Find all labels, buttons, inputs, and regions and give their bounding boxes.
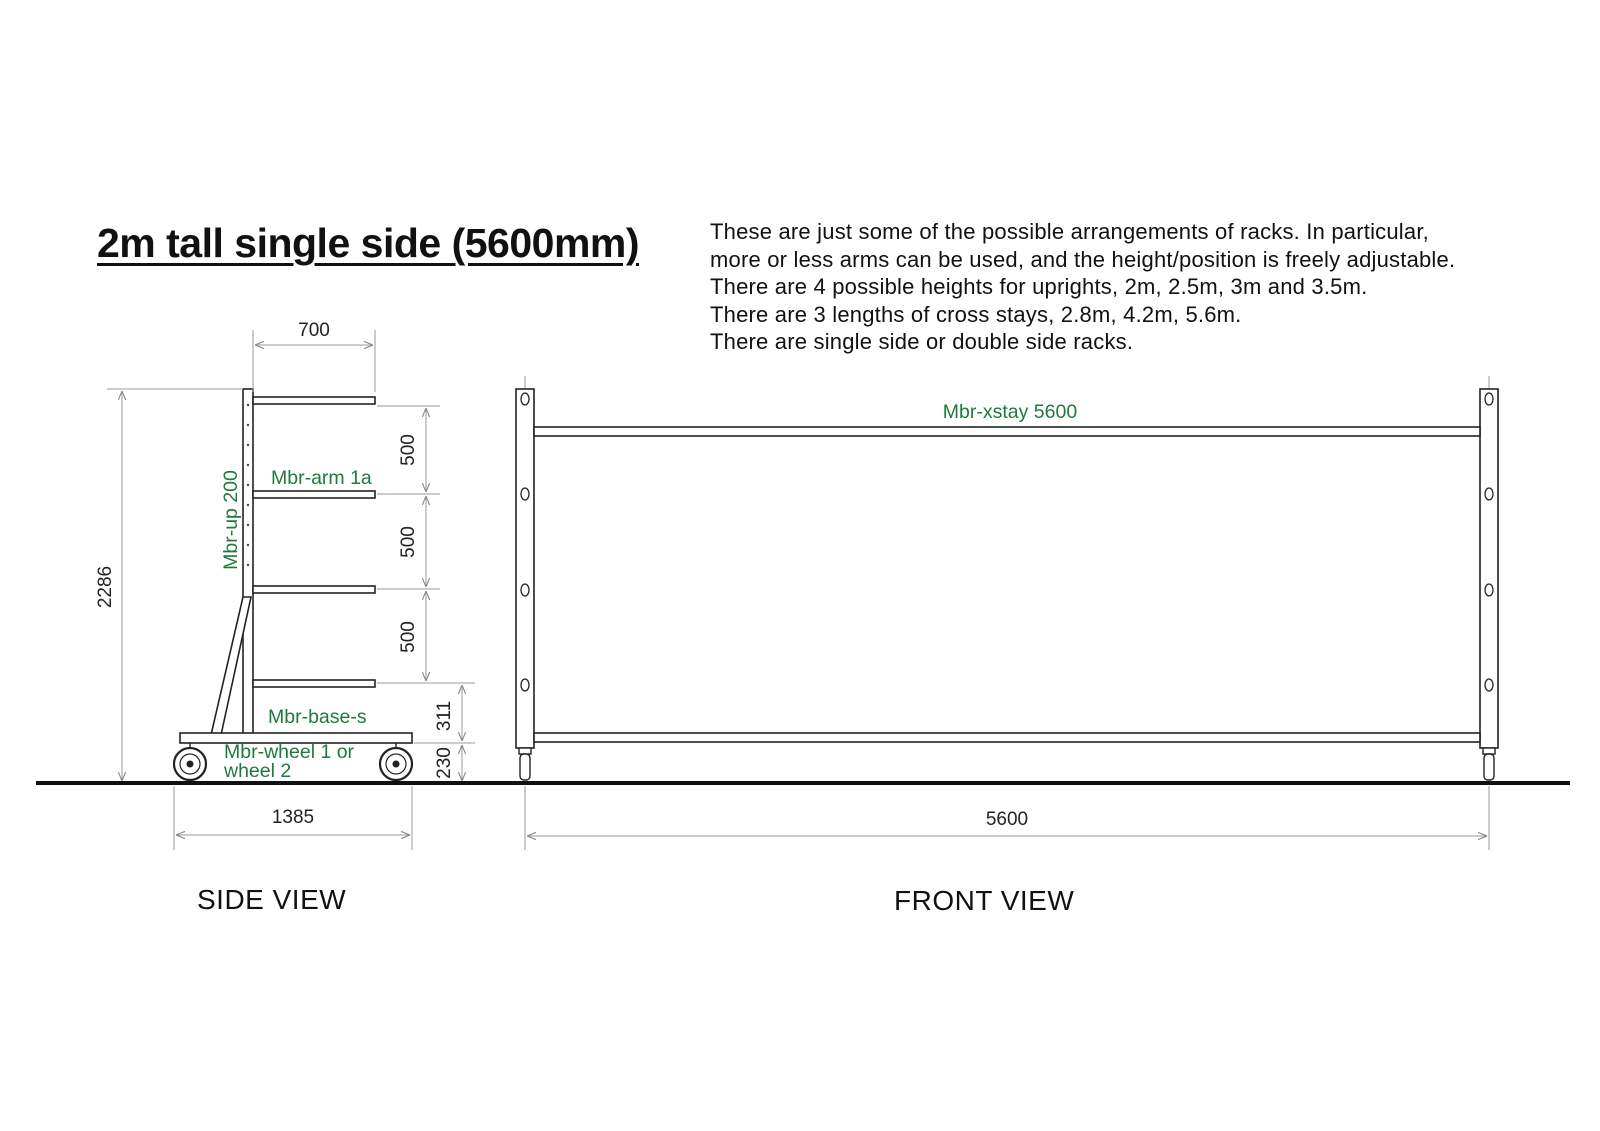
cross-stay-bottom xyxy=(534,733,1480,742)
front-caster-right xyxy=(1483,748,1495,780)
dim-base-height: 311 xyxy=(434,700,455,732)
cross-stay-top xyxy=(534,427,1480,436)
front-view xyxy=(516,376,1498,780)
front-upright-right xyxy=(1480,389,1498,748)
dim-arm-spacing-1: 500 xyxy=(398,434,419,466)
note-line: There are 4 possible heights for uprights, 2m, 2.5m, 3m and 3.5m. xyxy=(710,274,1368,299)
dim-arm-spacing-3: 500 xyxy=(398,621,419,653)
dim-base-width: 1385 xyxy=(271,807,315,828)
label-cross-stay: Mbr-xstay 5600 xyxy=(942,401,1078,423)
note-line: These are just some of the possible arrangements of racks. In particular, xyxy=(710,219,1429,244)
dim-total-height: 2286 xyxy=(95,565,116,609)
side-view-label: SIDE VIEW xyxy=(197,884,347,915)
dim-wheel-height: 230 xyxy=(434,747,455,779)
label-upright: Mbr-up 200 xyxy=(220,470,242,570)
label-wheel-1: Mbr-wheel 1 or xyxy=(224,741,355,763)
dim-rack-length: 5600 xyxy=(985,809,1029,830)
front-view-label: FRONT VIEW xyxy=(894,885,1075,916)
front-upright-left xyxy=(516,389,534,748)
arm-4 xyxy=(253,680,375,687)
wheel-left xyxy=(174,748,206,780)
dim-arm-length: 700 xyxy=(298,320,330,341)
dim-arm-spacing-2: 500 xyxy=(398,526,419,558)
label-arm: Mbr-arm 1a xyxy=(271,467,372,489)
arm-3 xyxy=(253,586,375,593)
note-line: There are 3 lengths of cross stays, 2.8m, 4.2m, 5.6m. xyxy=(710,301,1242,327)
note-line: There are single side or double side racks. xyxy=(710,329,1134,354)
front-caster-left xyxy=(519,748,531,780)
wheel-right xyxy=(380,748,412,780)
note-line: more or less arms can be used, and the height/position is freely adjustable. xyxy=(710,246,1456,272)
arm-2 xyxy=(253,491,375,498)
label-wheel-2: wheel 2 xyxy=(224,760,292,782)
drawing-title: 2m tall single side (5600mm) xyxy=(97,220,640,266)
label-base: Mbr-base-s xyxy=(268,706,367,728)
arm-1 xyxy=(253,397,375,404)
